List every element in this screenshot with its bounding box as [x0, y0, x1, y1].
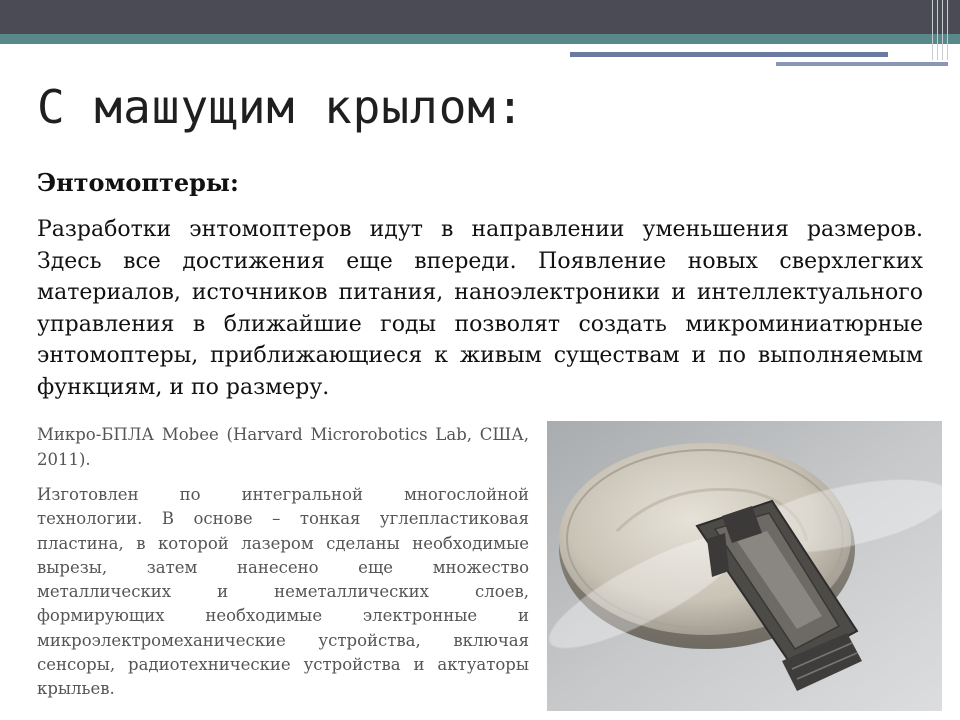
header-stripe: [0, 34, 960, 44]
accent-bar-2: [776, 62, 948, 66]
header-decor-lines: [928, 0, 950, 60]
photo-caption: Микро-БПЛА Mobee (Harvard Microrobotics Lab, США, 2011).: [37, 425, 529, 469]
intro-paragraph: Разработки энтомоптеров идут в направлении уменьшения размеров. Здесь все достижения еще впереди. Появление новых сверхлегких материалов, источников питания, наноэлектроники и интеллектуального управления в ближайшие годы позволят создать микроминиатюрные энтомоптеры, приближающиеся к живым существам и по выполняемым функциям, и по размеру.: [37, 217, 923, 400]
header-bar: [0, 0, 960, 34]
robobee-illustration: [547, 421, 942, 711]
slide-title: С машущим крылом:: [37, 80, 525, 134]
slide-subtitle: Энтомоптеры:: [37, 168, 239, 197]
mobee-photo: [547, 421, 942, 711]
accent-bar-1: [570, 52, 888, 57]
description-paragraph: Изготовлен по интегральной многослойной технологии. В основе – тонкая углепластиковая пластина, в которой лазером сделаны необходимые вырезы, затем нанесено еще множество металлических и неметаллических слоев, формирующих необходимые электронные и микроэлектромеханические устройства, включая сенсоры, радиотехнические устройства и актуаторы крыльев.: [37, 485, 529, 699]
